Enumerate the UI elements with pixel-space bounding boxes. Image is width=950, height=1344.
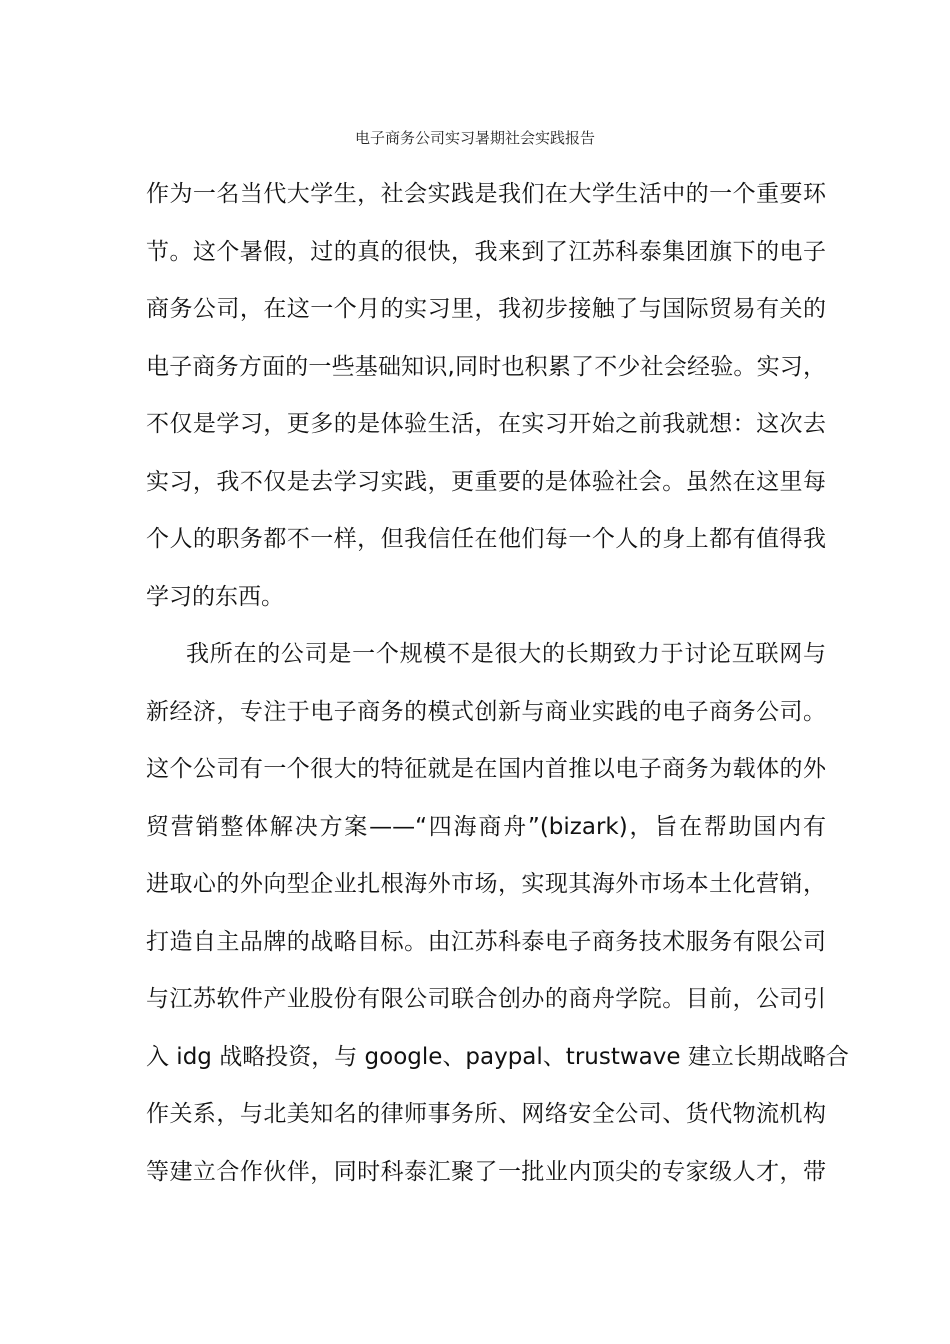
paragraph-2-line-2: 新经济，专注于电子商务的模式创新与商业实践的电子商务公司。 xyxy=(146,698,826,725)
paragraph-2-line-1: 我所在的公司是一个规模不是很大的长期致力于讨论互联网与 xyxy=(186,641,826,667)
paragraph-2-line-6: 打造自主品牌的战略目标。由江苏科泰电子商务技术服务有限公司 xyxy=(146,928,826,955)
paragraph-1-line-1: 作为一名当代大学生，社会实践是我们在大学生活中的一个重要环 xyxy=(146,181,826,207)
paragraph-1-line-2: 节。这个暑假，过的真的很快，我来到了江苏科泰集团旗下的电子 xyxy=(146,238,826,265)
paragraph-2-line-10: 等建立合作伙伴，同时科泰汇聚了一批业内顶尖的专家级人才，带 xyxy=(146,1158,826,1185)
paragraph-1-line-5: 不仅是学习，更多的是体验生活，在实习开始之前我就想：这次去 xyxy=(146,411,826,437)
paragraph-1-line-6: 实习，我不仅是去学习实践，更重要的是体验社会。虽然在这里每 xyxy=(146,468,826,495)
paragraph-2-line-5: 进取心的外向型企业扎根海外市场，实现其海外市场本土化营销， xyxy=(146,871,826,897)
paragraph-2-line-7: 与江苏软件产业股份有限公司联合创办的商舟学院。目前，公司引 xyxy=(146,986,826,1012)
paragraph-2-line-8: 入 idg 战略投资，与 google、paypal、trustwave 建立长期战略合 xyxy=(146,1043,849,1070)
paragraph-2-line-4: 贸营销整体解决方案——“四海商舟”(bizark)，旨在帮助国内有 xyxy=(146,813,826,840)
paragraph-1-line-4: 电子商务方面的一些基础知识,同时也积累了不少社会经验。实习， xyxy=(146,353,826,380)
document-title: 电子商务公司实习暑期社会实践报告 xyxy=(354,129,595,147)
document-body xyxy=(146,169,849,1204)
paragraph-1-line-3: 商务公司，在这一个月的实习里，我初步接触了与国际贸易有关的 xyxy=(146,296,826,322)
paragraph-1-line-7: 个人的职务都不一样，但我信任在他们每一个人的身上都有值得我 xyxy=(146,526,826,552)
paragraph-1-line-8: 学习的东西。 xyxy=(146,583,284,610)
paragraph-2-line-3: 这个公司有一个很大的特征就是在国内首推以电子商务为载体的外 xyxy=(146,756,826,782)
paragraph-2-line-9: 作关系，与北美知名的律师事务所、网络安全公司、货代物流机构 xyxy=(146,1101,826,1127)
